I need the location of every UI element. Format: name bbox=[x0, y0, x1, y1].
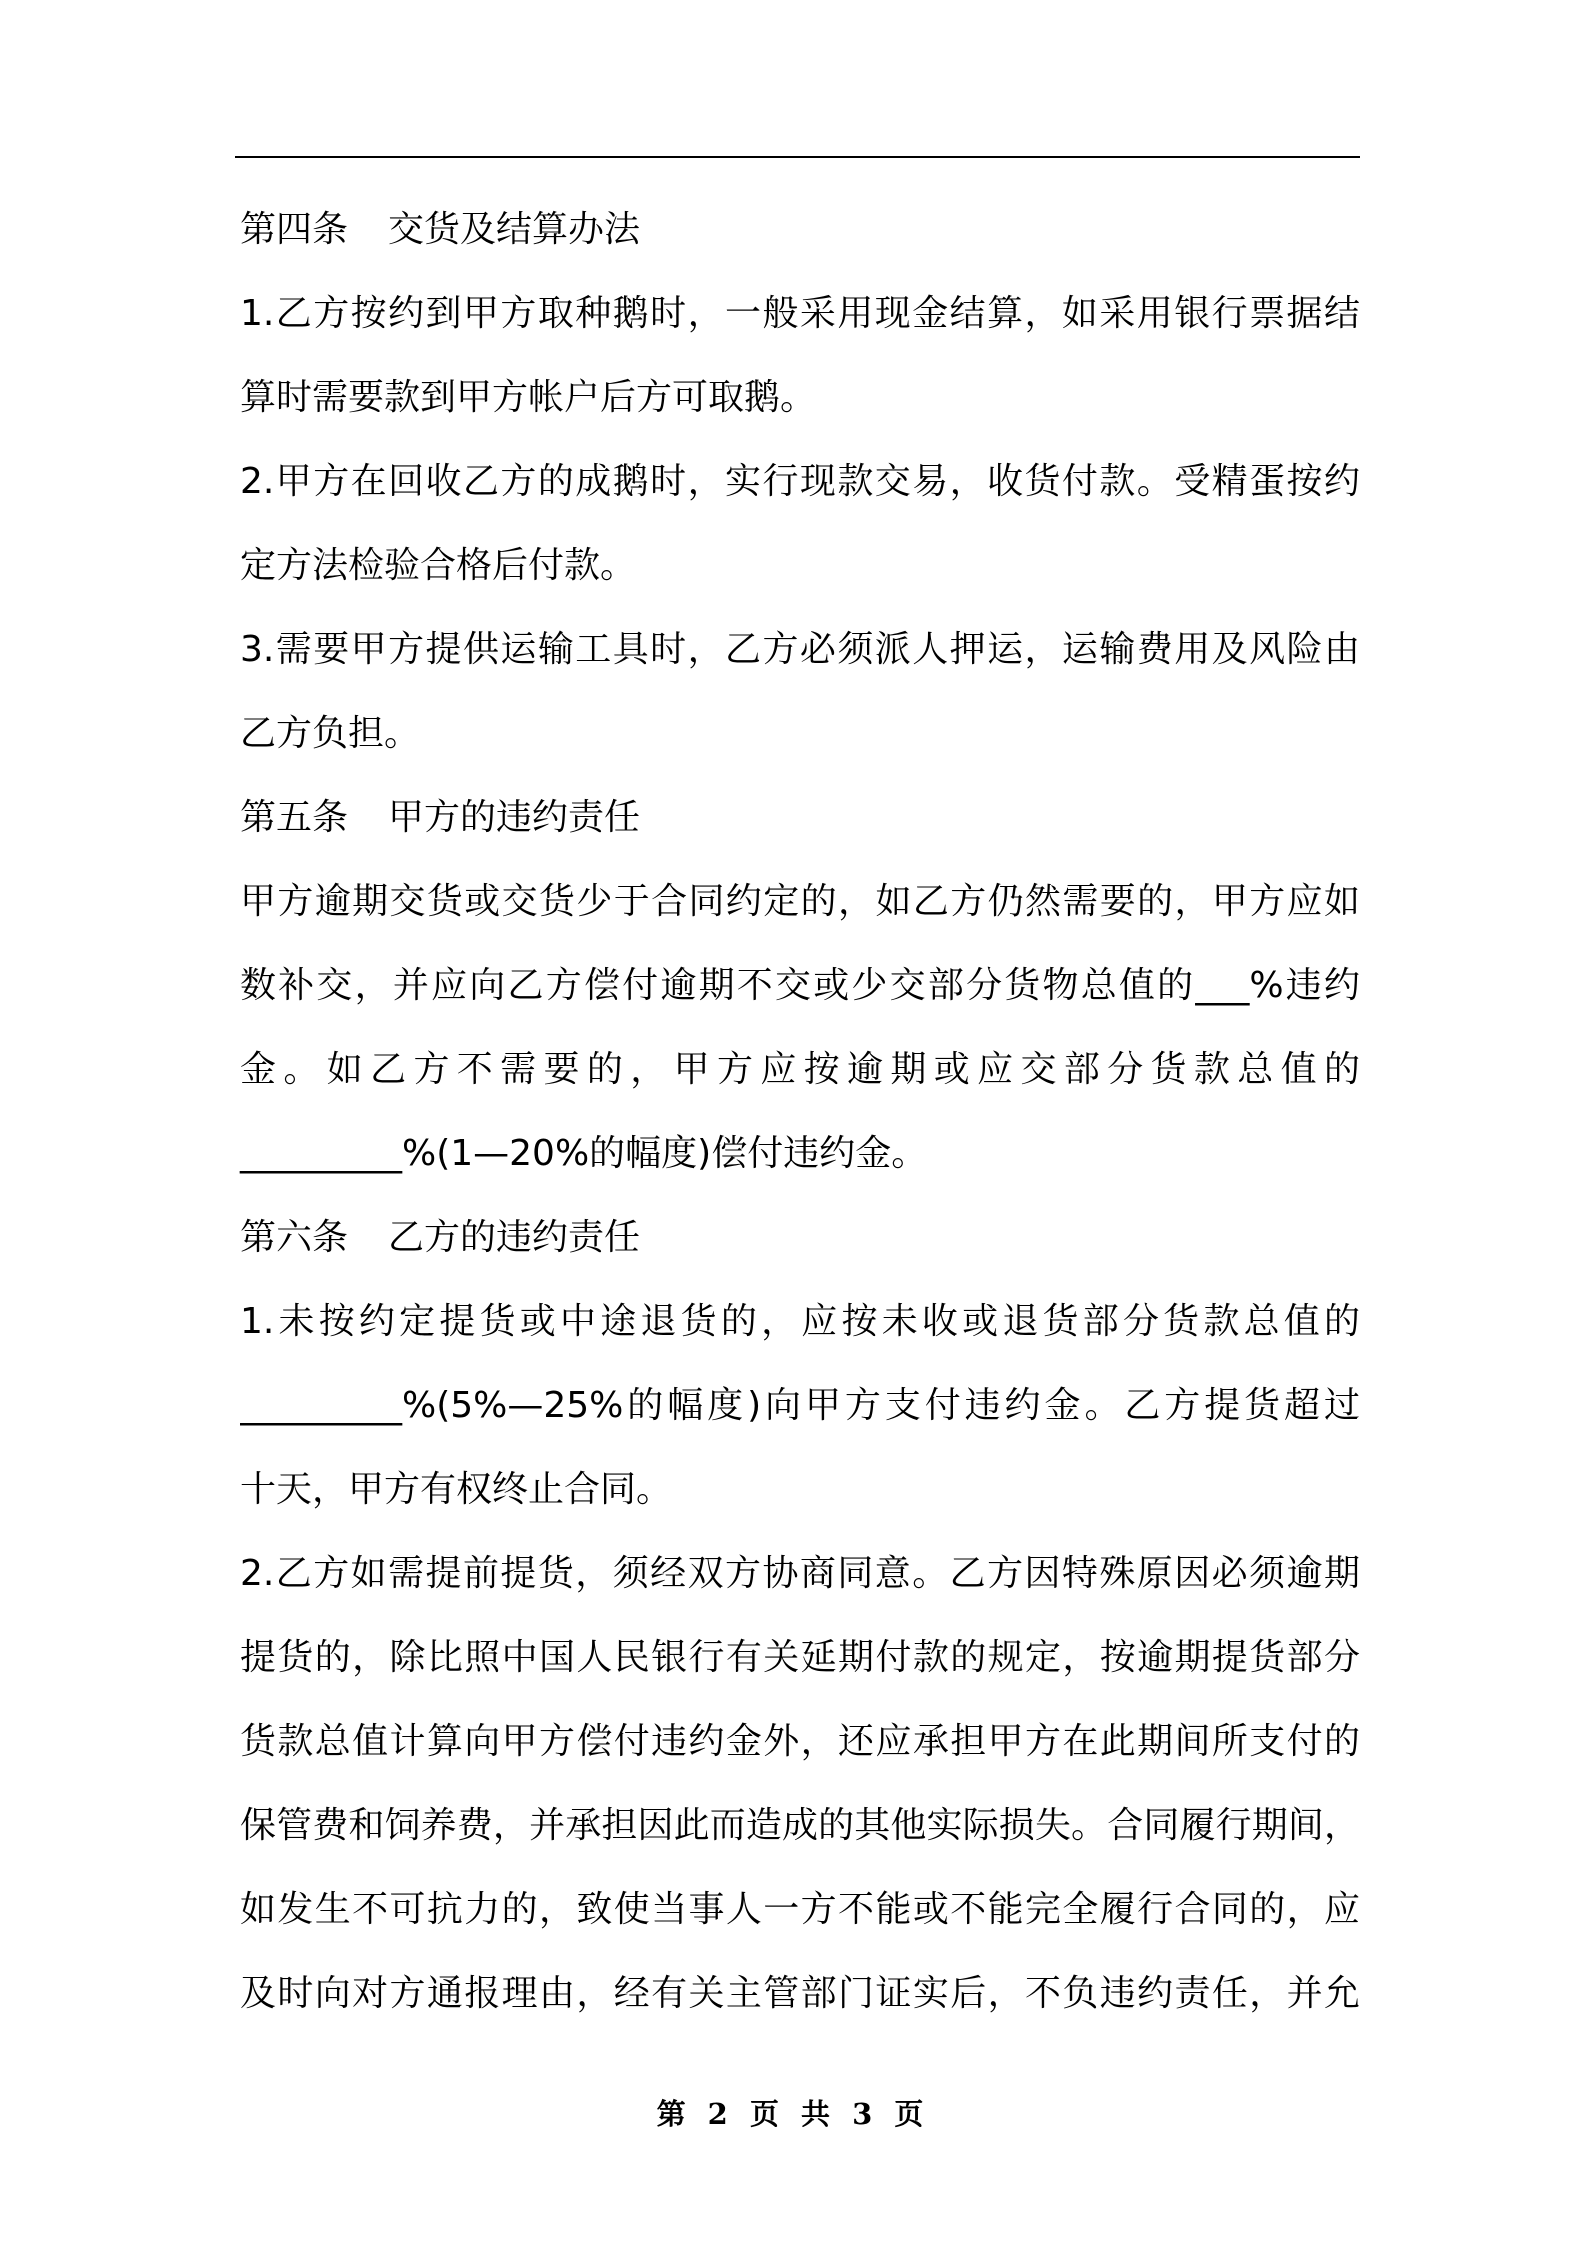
paragraph-line: 提货的，除比照中国人民银行有关延期付款的规定，按逾期提货部分 bbox=[240, 1637, 1360, 1678]
paragraph-line: _________%(1—20%的幅度)偿付违约金。 bbox=[240, 1133, 928, 1174]
paragraph-line: 算时需要款到甲方帐户后方可取鹅。 bbox=[240, 377, 817, 418]
document-body bbox=[240, 188, 1360, 2036]
paragraph-line: 保管费和饲养费，并承担因此而造成的其他实际损失。合同履行期间， bbox=[240, 1805, 1360, 1846]
paragraph-line: 2.乙方如需提前提货，须经双方协商同意。乙方因特殊原因必须逾期 bbox=[240, 1553, 1360, 1594]
paragraph-line: 金。如乙方不需要的，甲方应按逾期或应交部分货款总值的 bbox=[240, 1049, 1360, 1090]
section-number: 第四条 bbox=[240, 209, 349, 250]
section-heading bbox=[240, 1196, 1360, 1280]
paragraph-line: 2.甲方在回收乙方的成鹅时，实行现款交易，收货付款。受精蛋按约 bbox=[240, 461, 1360, 502]
page-number: 第 2 页 共 3 页 bbox=[656, 2097, 930, 2131]
section-number: 第六条 bbox=[240, 1217, 349, 1258]
paragraph-line: 如发生不可抗力的，致使当事人一方不能或不能完全履行合同的，应 bbox=[240, 1889, 1360, 1930]
paragraph-line: 1.未按约定提货或中途退货的，应按未收或退货部分货款总值的 bbox=[240, 1301, 1360, 1342]
paragraph-line: 甲方逾期交货或交货少于合同约定的，如乙方仍然需要的，甲方应如 bbox=[240, 881, 1360, 922]
section-number: 第五条 bbox=[240, 797, 349, 838]
paragraph-line: 1.乙方按约到甲方取种鹅时，一般采用现金结算，如采用银行票据结 bbox=[240, 293, 1360, 334]
section-title: 甲方的违约责任 bbox=[388, 797, 641, 838]
paragraph-line: 货款总值计算向甲方偿付违约金外，还应承担甲方在此期间所支付的 bbox=[240, 1721, 1360, 1762]
paragraph-line: 及时向对方通报理由，经有关主管部门证实后，不负违约责任，并允 bbox=[240, 1973, 1360, 2014]
section-title: 交货及结算办法 bbox=[388, 209, 641, 250]
paragraph-line: 乙方负担。 bbox=[240, 713, 421, 754]
section-heading bbox=[240, 776, 1360, 860]
paragraph-line: 3.需要甲方提供运输工具时，乙方必须派人押运，运输费用及风险由 bbox=[240, 629, 1360, 670]
header-rule bbox=[235, 156, 1360, 158]
section-heading bbox=[240, 188, 1360, 272]
section-title: 乙方的违约责任 bbox=[388, 1217, 641, 1258]
paragraph-line: 十天，甲方有权终止合同。 bbox=[240, 1469, 673, 1510]
paragraph-line: 数补交，并应向乙方偿付逾期不交或少交部分货物总值的___%违约 bbox=[240, 965, 1360, 1006]
paragraph-line: _________%(5%—25%的幅度)向甲方支付违约金。乙方提货超过 bbox=[240, 1385, 1360, 1426]
paragraph-line: 定方法检验合格后付款。 bbox=[240, 545, 637, 586]
